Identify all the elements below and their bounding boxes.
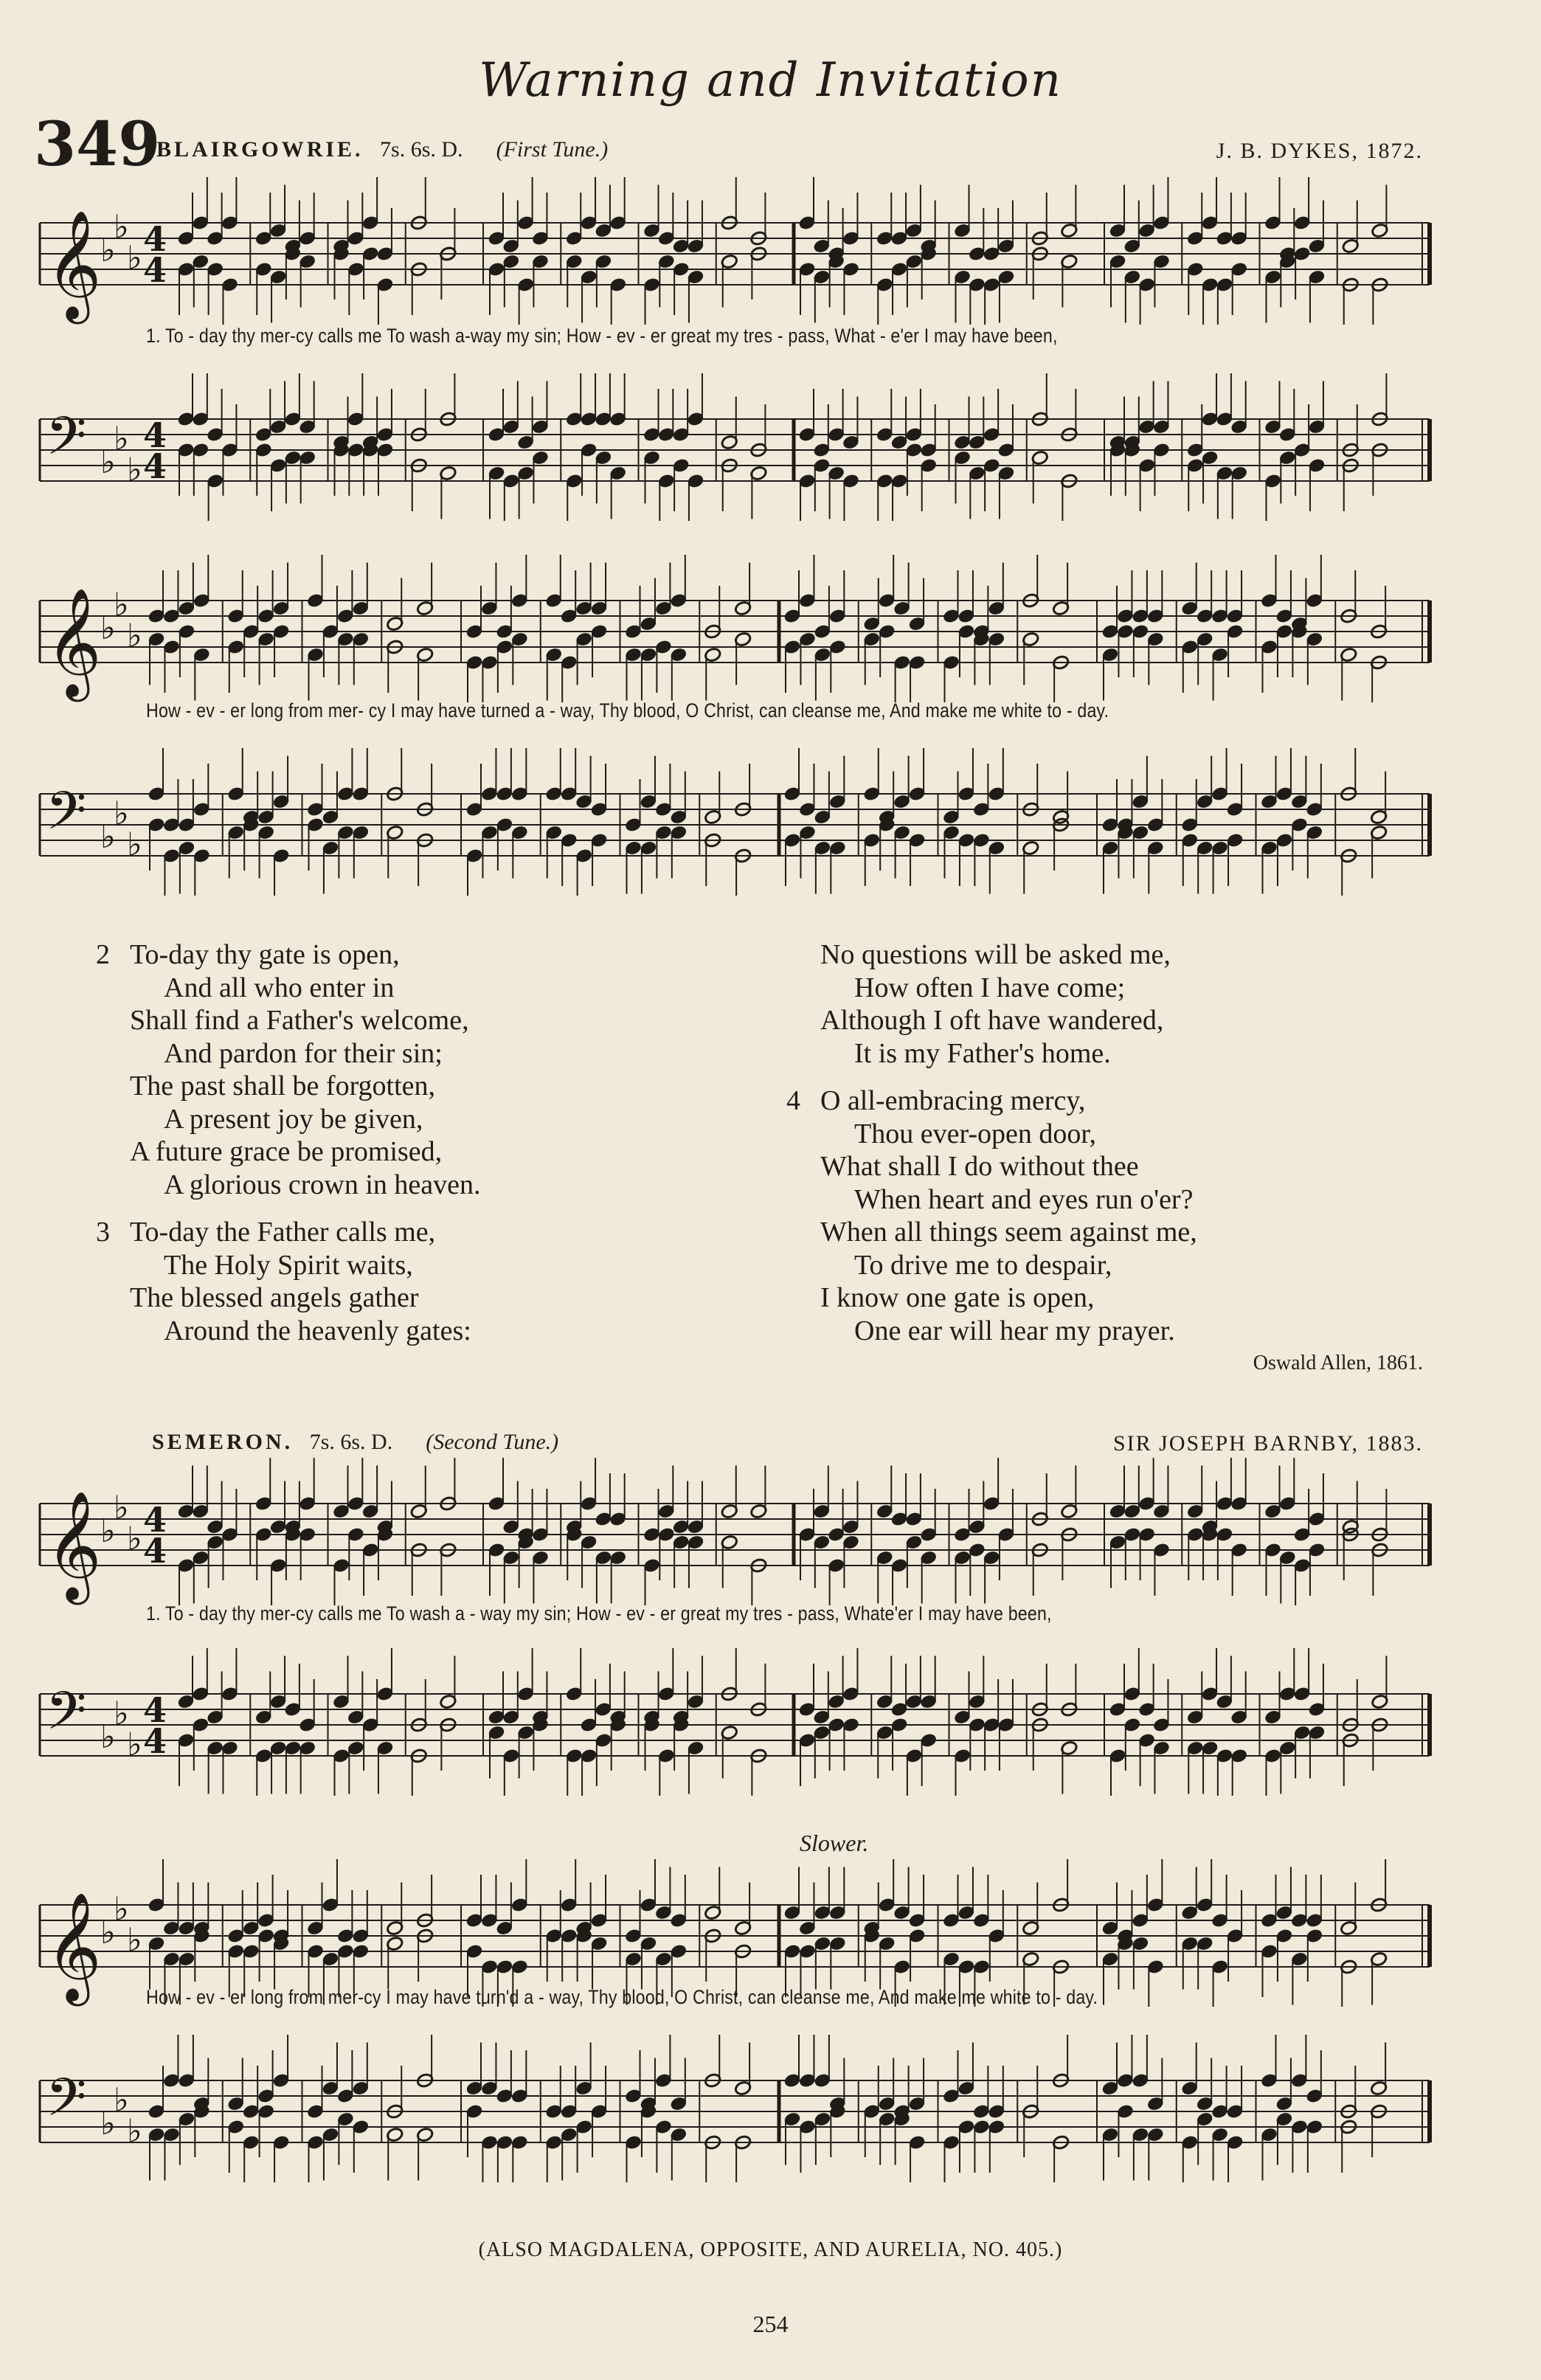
- tune-designation: (First Tune.): [496, 137, 609, 162]
- stanza-3: [96, 1216, 760, 1347]
- stanza-number: 4: [786, 1085, 800, 1116]
- stanza-line: The blessed angels gather: [130, 1282, 419, 1313]
- stanza-line: And all who enter in: [164, 972, 395, 1003]
- footer-note: (ALSO MAGDALENA, OPPOSITE, AND AURELIA, NO. 405.): [478, 2238, 1063, 2261]
- svg-text:♭: ♭: [127, 826, 142, 864]
- svg-text:♭: ♭: [100, 609, 116, 647]
- svg-text:𝄞: 𝄞: [46, 1892, 102, 2002]
- tune-composer: SIR JOSEPH BARNBY, 1883.: [1112, 1431, 1423, 1456]
- stanza-column-right: [786, 938, 1475, 1362]
- stanza-line: Shall find a Father's welcome,: [130, 1005, 469, 1036]
- svg-text:♭: ♭: [127, 1726, 142, 1764]
- svg-text:4: 4: [143, 446, 167, 486]
- bass-staff: [35, 373, 1437, 521]
- svg-text:𝄢: 𝄢: [46, 406, 87, 480]
- stanza-line: The past shall be forgotten,: [130, 1070, 436, 1101]
- stanza-line: The Holy Spirit waits,: [164, 1249, 413, 1281]
- tune-heading-2: [152, 1430, 558, 1455]
- bass-staff: [35, 1648, 1437, 1796]
- svg-text:♭: ♭: [100, 2105, 116, 2142]
- page-number: 254: [752, 2311, 789, 2337]
- bass-staff-lines: [35, 2035, 1437, 2182]
- svg-text:𝄢: 𝄢: [46, 2067, 87, 2141]
- bass-staff-lines: [35, 748, 1437, 896]
- stanza-line: When heart and eyes run o'er?: [854, 1183, 1194, 1215]
- treble-staff-lines: [35, 1859, 1437, 2007]
- tune-designation: (Second Tune.): [426, 1430, 559, 1454]
- stanza-line: When all things seem against me,: [820, 1217, 1197, 1248]
- svg-text:♭: ♭: [127, 239, 142, 277]
- tune-meter: 7s. 6s. D.: [380, 137, 463, 162]
- treble-staff-lines: [35, 177, 1437, 325]
- treble-staff: [35, 1859, 1437, 2007]
- lyric-line: How - ev - er long from mer-cy I may have turn'd a - way, Thy blood, O Christ, can cleanse me, And make me white to - day.: [146, 1986, 1098, 2008]
- tempo-mark: Slower.: [800, 1830, 869, 1856]
- svg-text:♭: ♭: [127, 1921, 142, 1959]
- svg-text:♭: ♭: [114, 420, 129, 458]
- svg-text:♭: ♭: [100, 1512, 116, 1550]
- stanza-number: 3: [96, 1217, 110, 1248]
- treble-staff: [35, 555, 1437, 702]
- tune-composer: J. B. DYKES, 1872.: [1216, 139, 1423, 163]
- stanza-line: What shall I do without thee: [820, 1151, 1139, 1182]
- tune-meter: 7s. 6s. D.: [309, 1430, 393, 1454]
- svg-text:𝄞: 𝄞: [46, 587, 102, 697]
- bass-staff-lines: [35, 373, 1437, 521]
- tune-heading-1: [156, 137, 608, 162]
- svg-text:♭: ♭: [114, 1695, 129, 1733]
- stanza-column-left: [96, 938, 760, 1362]
- stanza-line: A future grace be promised,: [130, 1136, 443, 1167]
- svg-text:♭: ♭: [114, 208, 129, 246]
- svg-text:♭: ♭: [114, 2081, 129, 2120]
- hymn-number: 349: [34, 109, 161, 180]
- svg-text:4: 4: [143, 1530, 167, 1571]
- svg-text:𝄞: 𝄞: [46, 210, 102, 319]
- svg-text:4: 4: [143, 1720, 167, 1761]
- stanza-line: A glorious crown in heaven.: [164, 1169, 481, 1200]
- lyric-line: How - ev - er long from mer- cy I may have turned a - way, Thy blood, O Christ, can cleanse me, And make me white to - day.: [146, 699, 1109, 722]
- treble-staff: [35, 177, 1437, 325]
- lyric-line: 1. To - day thy mer-cy calls me To wash a - way my sin; How - ev - er great my tres - pass, Whate'er I may have been,: [146, 1602, 1052, 1625]
- svg-text:4: 4: [143, 1689, 167, 1730]
- svg-text:4: 4: [143, 415, 167, 455]
- stanza-line: O all-embracing mercy,: [820, 1085, 1086, 1116]
- tune-name: BLAIRGOWRIE.: [156, 137, 364, 162]
- section-title: Warning and Invitation: [479, 53, 1062, 108]
- svg-text:♭: ♭: [100, 232, 116, 269]
- svg-text:𝄞: 𝄞: [46, 1490, 102, 1600]
- stanza-2: [96, 938, 760, 1201]
- stanza-line: To drive me to despair,: [854, 1249, 1112, 1281]
- stanza-line: Thou ever-open door,: [854, 1118, 1096, 1149]
- treble-staff-lines: [35, 555, 1437, 702]
- stanza-line: To-day the Father calls me,: [130, 1217, 436, 1248]
- svg-text:♭: ♭: [127, 451, 142, 489]
- svg-text:𝄢: 𝄢: [46, 781, 87, 854]
- tune-name: SEMERON.: [152, 1430, 294, 1454]
- svg-text:4: 4: [143, 249, 167, 290]
- stanza-line: Around the heavenly gates:: [164, 1315, 471, 1346]
- stanza-line: It is my Father's home.: [854, 1037, 1111, 1069]
- treble-staff: [35, 1458, 1437, 1605]
- svg-text:♭: ♭: [114, 795, 129, 833]
- stanza-line: I know one gate is open,: [820, 1282, 1095, 1313]
- stanza-line: To-day thy gate is open,: [130, 939, 400, 970]
- stanza-line: How often I have come;: [854, 972, 1126, 1003]
- svg-text:♭: ♭: [127, 1520, 142, 1558]
- lyric-line: 1. To - day thy mer-cy calls me To wash a-way my sin; How - ev - er great my tres - pass, What - e'er I may have been,: [146, 325, 1058, 347]
- svg-text:♭: ♭: [100, 1914, 116, 1951]
- bass-staff: [35, 2035, 1437, 2182]
- svg-text:4: 4: [143, 218, 167, 259]
- bass-staff-lines: [35, 1648, 1437, 1796]
- stanza-4: [786, 1085, 1475, 1347]
- stanza-line: And pardon for their sin;: [164, 1037, 443, 1069]
- svg-text:♭: ♭: [100, 818, 116, 856]
- svg-text:♭: ♭: [100, 1718, 116, 1756]
- svg-text:♭: ♭: [127, 617, 142, 655]
- svg-text:♭: ♭: [127, 2112, 142, 2151]
- treble-staff-lines: [35, 1458, 1437, 1605]
- stanza-line: A present joy be given,: [164, 1103, 423, 1135]
- svg-text:♭: ♭: [114, 1890, 129, 1928]
- bass-staff: [35, 748, 1437, 896]
- stanza-line: One ear will hear my prayer.: [854, 1315, 1175, 1346]
- stanza-3-continued: [811, 938, 1475, 1070]
- svg-text:𝄢: 𝄢: [46, 1681, 87, 1754]
- stanza-line: No questions will be asked me,: [820, 939, 1171, 970]
- stanza-line: Although I oft have wandered,: [820, 1005, 1164, 1036]
- svg-text:4: 4: [143, 1499, 167, 1540]
- text-author: Oswald Allen, 1861.: [1253, 1352, 1423, 1374]
- svg-text:♭: ♭: [114, 1489, 129, 1527]
- svg-text:♭: ♭: [114, 586, 129, 624]
- svg-text:♭: ♭: [100, 443, 116, 481]
- stanza-number: 2: [96, 939, 110, 970]
